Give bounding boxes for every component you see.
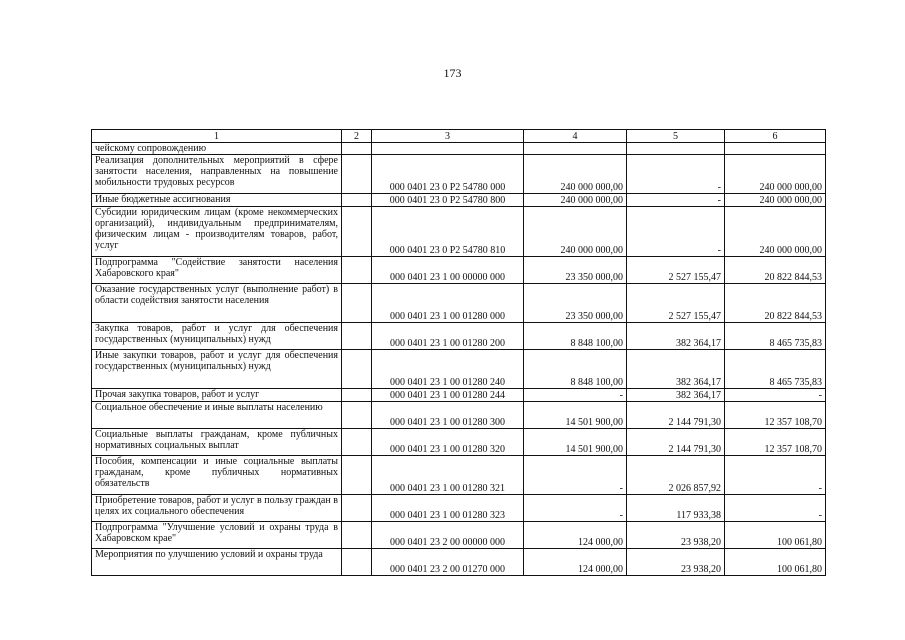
row-executed-cell: 382 364,17	[627, 389, 725, 402]
table-row	[92, 456, 826, 495]
row-col2-cell	[342, 257, 372, 284]
row-col2-cell	[342, 323, 372, 350]
row-remaining-cell: 20 822 844,53	[725, 284, 826, 323]
table-row	[92, 495, 826, 522]
row-executed-cell: 2 527 155,47	[627, 257, 725, 284]
row-executed-cell: 117 933,38	[627, 495, 725, 522]
row-name-cell: Социальные выплаты гражданам, кроме публичных нормативных социальных выплат	[92, 429, 342, 456]
table-row	[92, 143, 826, 155]
row-planned-cell: 240 000 000,00	[524, 194, 627, 207]
row-planned-cell: 8 848 100,00	[524, 323, 627, 350]
row-planned-cell: 8 848 100,00	[524, 350, 627, 389]
row-name-cell: Иные бюджетные ассигнования	[92, 194, 342, 207]
table-row	[92, 549, 826, 576]
col-header-1: 1	[92, 130, 342, 143]
row-remaining-cell	[725, 143, 826, 155]
row-code-cell: 000 0401 23 1 00 01280 321	[372, 456, 524, 495]
row-code-cell: 000 0401 23 1 00 00000 000	[372, 257, 524, 284]
page-number: 173	[443, 66, 462, 80]
header-row	[92, 130, 826, 143]
row-col2-cell	[342, 549, 372, 576]
row-code-cell: 000 0401 23 0 P2 54780 000	[372, 155, 524, 194]
row-planned-cell: -	[524, 456, 627, 495]
row-col2-cell	[342, 402, 372, 429]
row-planned-cell: 124 000,00	[524, 522, 627, 549]
col-header-2: 2	[342, 130, 372, 143]
row-name-cell: Оказание государственных услуг (выполнение работ) в области содействия занятости населения	[92, 284, 342, 323]
row-planned-cell: -	[524, 389, 627, 402]
row-name-cell: Иные закупки товаров, работ и услуг для обеспечения государственных (муниципальных) нужд	[92, 350, 342, 389]
budget-table	[91, 129, 826, 576]
row-code-cell: 000 0401 23 0 P2 54780 810	[372, 207, 524, 257]
row-col2-cell	[342, 495, 372, 522]
table-row	[92, 257, 826, 284]
row-col2-cell	[342, 207, 372, 257]
row-executed-cell: 382 364,17	[627, 323, 725, 350]
row-remaining-cell: 12 357 108,70	[725, 429, 826, 456]
row-executed-cell: 382 364,17	[627, 350, 725, 389]
row-code-cell: 000 0401 23 1 00 01280 244	[372, 389, 524, 402]
row-planned-cell	[524, 143, 627, 155]
table-row	[92, 402, 826, 429]
row-code-cell: 000 0401 23 0 P2 54780 800	[372, 194, 524, 207]
row-col2-cell	[342, 456, 372, 495]
row-remaining-cell: 12 357 108,70	[725, 402, 826, 429]
row-remaining-cell: 8 465 735,83	[725, 323, 826, 350]
row-code-cell: 000 0401 23 1 00 01280 300	[372, 402, 524, 429]
row-executed-cell	[627, 143, 725, 155]
row-col2-cell	[342, 284, 372, 323]
row-code-cell: 000 0401 23 1 00 01280 000	[372, 284, 524, 323]
row-planned-cell: 23 350 000,00	[524, 284, 627, 323]
row-name-cell: Подпрограмма "Улучшение условий и охраны труда в Хабаровском крае"	[92, 522, 342, 549]
row-col2-cell	[342, 194, 372, 207]
table-row	[92, 194, 826, 207]
row-name-cell: Мероприятия по улучшению условий и охраны труда	[92, 549, 342, 576]
row-name-cell: Субсидии юридическим лицам (кроме некоммерческих организаций), индивидуальным предпринимателям, физическим лицам - производителям товаров, работ, услуг	[92, 207, 342, 257]
row-name-cell: Социальное обеспечение и иные выплаты населению	[92, 402, 342, 429]
row-remaining-cell: -	[725, 456, 826, 495]
row-col2-cell	[342, 389, 372, 402]
row-code-cell: 000 0401 23 2 00 00000 000	[372, 522, 524, 549]
row-col2-cell	[342, 429, 372, 456]
row-remaining-cell: 8 465 735,83	[725, 350, 826, 389]
table-row	[92, 284, 826, 323]
row-remaining-cell: -	[725, 495, 826, 522]
row-executed-cell: -	[627, 194, 725, 207]
row-code-cell: 000 0401 23 1 00 01280 320	[372, 429, 524, 456]
table-row	[92, 350, 826, 389]
row-planned-cell: 14 501 900,00	[524, 402, 627, 429]
row-planned-cell: 124 000,00	[524, 549, 627, 576]
row-planned-cell: -	[524, 495, 627, 522]
table-row	[92, 429, 826, 456]
row-code-cell: 000 0401 23 1 00 01280 323	[372, 495, 524, 522]
row-code-cell: 000 0401 23 1 00 01280 240	[372, 350, 524, 389]
row-remaining-cell: 100 061,80	[725, 522, 826, 549]
row-col2-cell	[342, 155, 372, 194]
row-executed-cell: 2 527 155,47	[627, 284, 725, 323]
row-name-cell: Закупка товаров, работ и услуг для обеспечения государственных (муниципальных) нужд	[92, 323, 342, 350]
row-name-cell: Подпрограмма "Содействие занятости населения Хабаровского края"	[92, 257, 342, 284]
row-name-cell: Прочая закупка товаров, работ и услуг	[92, 389, 342, 402]
row-name-cell: Приобретение товаров, работ и услуг в пользу граждан в целях их социального обеспечения	[92, 495, 342, 522]
col-header-6: 6	[725, 130, 826, 143]
row-executed-cell: 23 938,20	[627, 522, 725, 549]
row-code-cell: 000 0401 23 2 00 01270 000	[372, 549, 524, 576]
row-executed-cell: -	[627, 155, 725, 194]
row-name-cell: чейскому сопровождению	[92, 143, 342, 155]
table-row	[92, 522, 826, 549]
row-remaining-cell: 20 822 844,53	[725, 257, 826, 284]
row-executed-cell: 23 938,20	[627, 549, 725, 576]
row-executed-cell: 2 026 857,92	[627, 456, 725, 495]
table-row	[92, 323, 826, 350]
row-remaining-cell: -	[725, 389, 826, 402]
row-name-cell: Реализация дополнительных мероприятий в сфере занятости населения, направленных на повышение мобильности трудовых ресурсов	[92, 155, 342, 194]
col-header-5: 5	[627, 130, 725, 143]
table-row	[92, 155, 826, 194]
row-col2-cell	[342, 143, 372, 155]
row-planned-cell: 240 000 000,00	[524, 207, 627, 257]
row-remaining-cell: 240 000 000,00	[725, 194, 826, 207]
table-row	[92, 389, 826, 402]
row-executed-cell: 2 144 791,30	[627, 429, 725, 456]
col-header-4: 4	[524, 130, 627, 143]
row-remaining-cell: 240 000 000,00	[725, 207, 826, 257]
row-planned-cell: 23 350 000,00	[524, 257, 627, 284]
row-col2-cell	[342, 522, 372, 549]
row-planned-cell: 14 501 900,00	[524, 429, 627, 456]
row-code-cell	[372, 143, 524, 155]
row-executed-cell: 2 144 791,30	[627, 402, 725, 429]
row-remaining-cell: 100 061,80	[725, 549, 826, 576]
row-name-cell: Пособия, компенсации и иные социальные выплаты гражданам, кроме публичных нормативных обязательств	[92, 456, 342, 495]
col-header-3: 3	[372, 130, 524, 143]
row-remaining-cell: 240 000 000,00	[725, 155, 826, 194]
row-col2-cell	[342, 350, 372, 389]
row-code-cell: 000 0401 23 1 00 01280 200	[372, 323, 524, 350]
table-row	[92, 207, 826, 257]
row-executed-cell: -	[627, 207, 725, 257]
row-planned-cell: 240 000 000,00	[524, 155, 627, 194]
